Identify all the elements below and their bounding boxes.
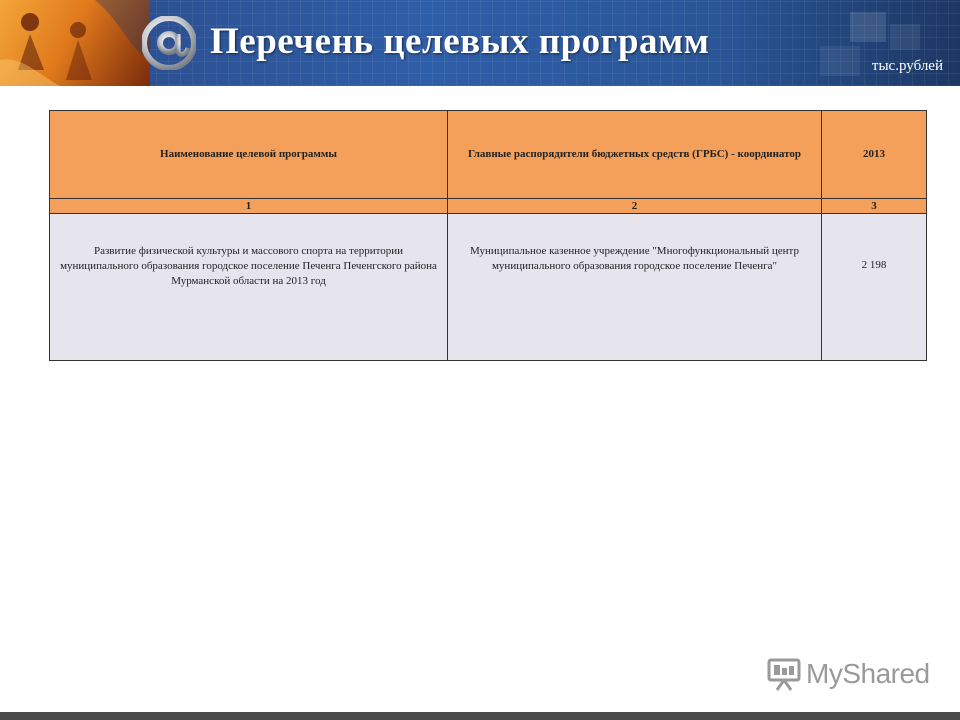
bottom-bar [0,712,960,720]
presentation-board-icon [766,657,802,691]
amount-cell: 2 198 [822,214,927,361]
people-figures-icon [0,0,150,86]
column-header-year: 2013 [822,111,927,199]
myshared-watermark [766,656,930,692]
table-row [50,214,927,361]
column-header-program: Наименование целевой программы [50,111,448,199]
coordinator-cell: Муниципальное казенное учреждение "Многофункциональный центр муниципального образования городское поселение Печенга" [448,214,822,361]
column-header-coordinator: Главные распорядители бюджетных средств (ГРБС) - координатор [448,111,822,199]
column-number-row [50,199,927,214]
column-number: 1 [50,199,448,214]
units-label: тыс.рублей [871,58,943,74]
at-sign-icon [142,16,196,70]
banner-illustration [0,0,150,86]
table-header-row [50,111,927,199]
column-number: 2 [448,199,822,214]
column-number: 3 [822,199,927,214]
watermark-text: MyShared [806,658,930,689]
target-programs-table [49,110,927,361]
page-title: Перечень целевых программ [210,21,710,62]
header-banner [0,0,960,86]
program-name-cell: Развитие физической культуры и массового спорта на территории муниципального образования городское поселение Печенга Печенгского района Мурманской области на 2013 год [50,214,448,361]
